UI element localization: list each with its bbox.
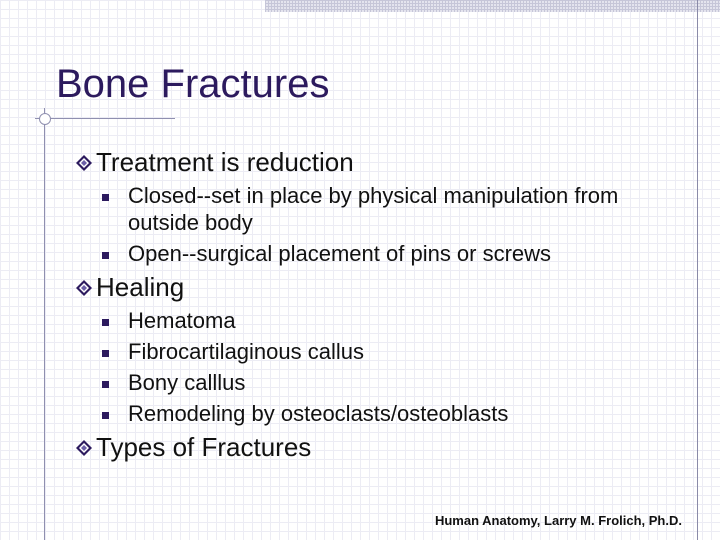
list-item (76, 307, 691, 334)
bullet-text: Types of Fractures (96, 432, 312, 462)
title-underline-rule (35, 118, 175, 119)
list-item (76, 400, 691, 427)
healing-sublist (76, 307, 691, 427)
list-item-text: Open--surgical placement of pins or screws (128, 241, 552, 266)
list-item (76, 240, 691, 267)
list-item-text: Bony calllus (128, 370, 246, 395)
slide-title: Bone Fractures (56, 62, 330, 106)
bullet-healing (76, 271, 691, 303)
square-bullet-icon (102, 194, 109, 201)
square-bullet-icon (102, 412, 109, 419)
decorative-circle (39, 113, 51, 125)
list-item-text: Closed--set in place by physical manipulation from outside body (128, 183, 619, 235)
decorative-vertical-rule (44, 108, 45, 540)
bullet-treatment (76, 146, 691, 178)
diamond-icon (76, 440, 92, 456)
slide-footer: Human Anatomy, Larry M. Frolich, Ph.D. (434, 513, 682, 528)
treatment-sublist (76, 182, 691, 267)
list-item (76, 182, 691, 236)
decorative-right-line (697, 0, 698, 540)
slide-content (76, 146, 691, 467)
bullet-text: Treatment is reduction (96, 147, 354, 177)
square-bullet-icon (102, 381, 109, 388)
diamond-icon (76, 155, 92, 171)
list-item-text: Hematoma (128, 308, 236, 333)
list-item-text: Fibrocartilaginous callus (128, 339, 364, 364)
square-bullet-icon (102, 350, 109, 357)
square-bullet-icon (102, 319, 109, 326)
diamond-icon (76, 280, 92, 296)
list-item (76, 338, 691, 365)
decorative-top-band (265, 0, 720, 12)
square-bullet-icon (102, 252, 109, 259)
list-item (76, 369, 691, 396)
list-item-text: Remodeling by osteoclasts/osteoblasts (128, 401, 509, 426)
bullet-text: Healing (96, 272, 185, 302)
bullet-types-of-fractures (76, 431, 691, 463)
